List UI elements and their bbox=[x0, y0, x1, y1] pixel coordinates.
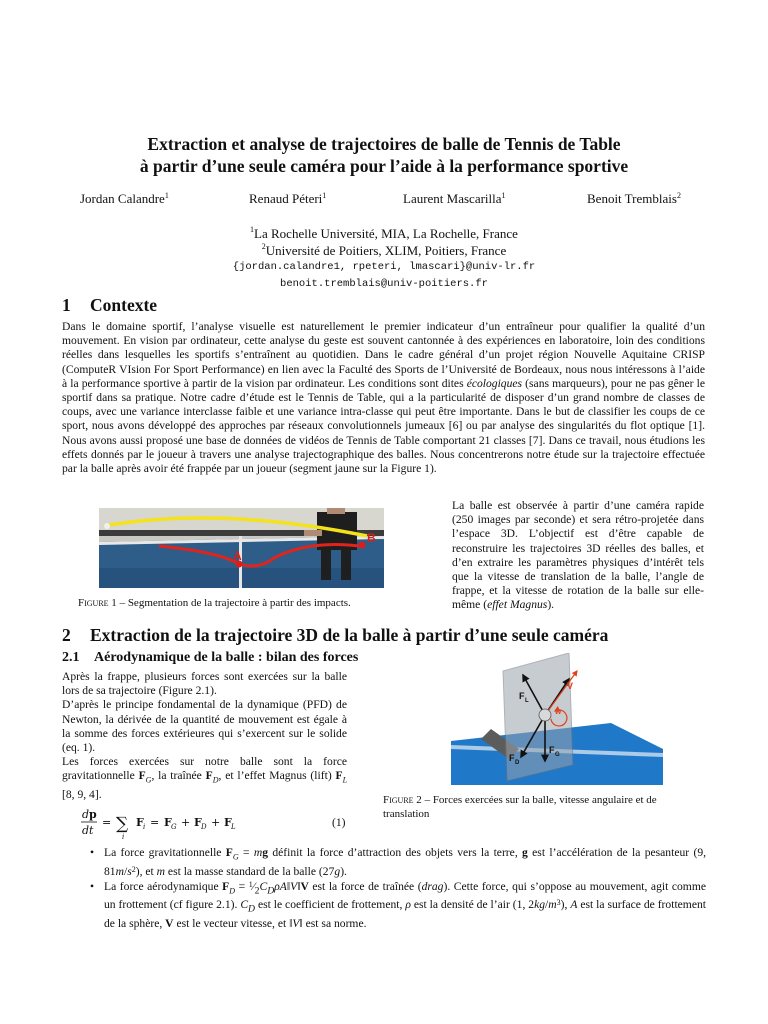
affiliation-2: $^2$Université de Poitiers, XLIM, Poitiers, France bbox=[261, 242, 507, 258]
svg-text:w: w bbox=[555, 707, 562, 716]
email-line-1[interactable]: {jordan.calandre1, rpeteri, lmascari}@univ-lr.fr bbox=[232, 261, 536, 273]
affiliations bbox=[0, 225, 768, 293]
section-1-paragraph-2: La balle est observée à partir d’une caméra rapide (250 images par seconde) et sera rétro-projetée dans l’espace 3D. L’objectif est d’être capable de reconstruire les trajectoires 3D réelles des balles, et d’en extraire les paramètres physiques d’intérêt tels que la vitesse de translation de la balle, l’angle de frappe, et la vitesse de rotation de la balle sur elle-même (effet Magnus). bbox=[452, 499, 704, 612]
title-line-2: à partir d’une seule caméra pour l’aide à la performance sportive bbox=[139, 156, 629, 176]
table-tennis-photo bbox=[99, 508, 384, 588]
svg-text:F: F bbox=[509, 753, 515, 763]
svg-text:F: F bbox=[549, 745, 555, 755]
paragraph-forces-list: Les forces exercées sur notre balle sont la force gravitationnelle $F_G$, la traînée $F_D$, et l’effet Magnus (lift) $F_L$ [8, 9, 4]. bbox=[62, 755, 348, 801]
subsection-2-1-text bbox=[62, 670, 347, 802]
svg-text:F: F bbox=[164, 816, 172, 829]
section-2-heading: 2 Extraction de la trajectoire 3D de la balle à partir d’une seule caméra bbox=[62, 625, 609, 645]
svg-text:G: G bbox=[555, 752, 560, 758]
svg-text:D: D bbox=[515, 760, 520, 766]
svg-text:p: p bbox=[89, 808, 97, 821]
author-4: Benoit Tremblais$^2$ bbox=[587, 191, 681, 206]
svg-text:dt: dt bbox=[82, 824, 94, 837]
figure-1-image bbox=[99, 508, 384, 588]
svg-text:F: F bbox=[519, 691, 525, 701]
equation-1-number: (1) bbox=[332, 816, 346, 829]
section-1-paragraph: Dans le domaine sportif, l’analyse visuelle est naturellement le premier indicateur d’un entraîneur pour qualifier la qualité d’un mouvement. En vision par ordinateur, cette analyse du geste est souvent cantonnée à des expériences en laboratoire, loin des conditions réelles dans lesquelles les sportifs s’entraînent au quotidien. Dans le cadre général d’un projet région Nouvelle Aquitaine CRISP (ComputeR VIsion For Sport Performance) en lien avec la Faculté des Sports de l’Université de Bordeaux, nous nous intéressons à l’aide à la performance sportive à partir de la vision par ordinateur. Les conditions sont dites écologiques (sans marqueurs), pour ne pas gêner le sportif dans sa pratique. Notre cadre d’étude est le Tennis de Table, qui a la particularité de disposer d’un grand nombre de classes de coups, avec une variance interclasse faible et une variance intra-classe qui peut être importante. Dans le but de classifier les coups de ce sport, nous avons développé des approches par réseaux convolutionnels jumeaux [6] ou par analyse des singularités du flot optique [1]. Nous avons aussi proposé une base de données de vidéos de Tennis de Table comportant 21 classes [7]. Dans ce travail, nous étudions les effets donnés par le joueur à travers une analyse trajectographique des balles. Nous concentrerons notre étude sur la trajectoire effectuée par la balle après avoir été frappée par un joueur (segment jaune sur la Figure 1). bbox=[62, 320, 705, 476]
affiliation-1: $^1$La Rochelle Université, MIA, La Rochelle, France bbox=[250, 225, 518, 241]
figure-1-caption: Figure 1 – Segmentation de la trajectoire à partir des impacts. bbox=[78, 597, 351, 609]
email-line-2[interactable]: benoit.tremblais@univ-poitiers.fr bbox=[280, 278, 488, 290]
section-1-heading: 1 Contexte bbox=[62, 295, 158, 315]
subsection-2-1-heading: 2.1 Aérodynamique de la balle : bilan des forces bbox=[62, 650, 359, 665]
svg-text:F: F bbox=[224, 816, 232, 829]
svg-text:i: i bbox=[122, 833, 125, 840]
paper-title bbox=[0, 133, 768, 177]
equation-1 bbox=[80, 808, 350, 840]
svg-text:+: + bbox=[211, 816, 221, 829]
svg-text:∑: ∑ bbox=[116, 814, 129, 834]
svg-text:V: V bbox=[567, 681, 574, 691]
paragraph-forces-intro: Après la frappe, plusieurs forces sont exercées sur la balle lors de sa trajectoire (Figure 2.1). bbox=[62, 670, 347, 698]
author-list bbox=[0, 191, 768, 209]
svg-text:B: B bbox=[367, 531, 376, 545]
figure-2-image bbox=[451, 653, 663, 785]
author-2: Renaud Péteri$^1$ bbox=[249, 191, 327, 206]
svg-text:D: D bbox=[201, 823, 207, 831]
svg-text:=: = bbox=[102, 816, 112, 829]
author-1: Jordan Calandre$^1$ bbox=[80, 191, 169, 206]
svg-text:+: + bbox=[181, 816, 191, 829]
svg-text:=: = bbox=[150, 816, 160, 829]
svg-text:d: d bbox=[82, 808, 90, 821]
svg-text:i: i bbox=[143, 823, 146, 831]
equation-1-formula bbox=[80, 808, 350, 840]
title-line-1: Extraction et analyse de trajectoires de balle de Tennis de Table bbox=[147, 134, 621, 154]
list-item-drag: • La force aérodynamique $F_D$ = $^1⁄_2C_D\rho A‖V‖V$ est la force de traînée (drag). Cette force, qui s’oppose au mouvement, agit comme un frottement (cf figure 2.1). $C_D$ est le coefficient de frottement, ρ est la densité de l’air (1, $2kg/m^3$), A est la surface de frottement de la sphère, V est le vecteur vitesse, et ‖V‖ est sa norme. bbox=[90, 879, 706, 930]
svg-text:F: F bbox=[136, 816, 144, 829]
figure-2-caption: Figure 2 – Forces exercées sur la balle, vitesse angulaire et de translation bbox=[383, 794, 657, 820]
svg-text:L: L bbox=[525, 698, 529, 704]
author-3: Laurent Mascarilla$^1$ bbox=[403, 191, 506, 206]
paragraph-pfd: D’après le principe fondamental de la dynamique (PFD) de Newton, la dérivée de la quantité de mouvement est égale à la somme des forces extérieures qui s’exercent sur le solide (eq. 1). bbox=[62, 698, 347, 755]
svg-text:L: L bbox=[231, 823, 236, 831]
svg-text:F: F bbox=[194, 816, 202, 829]
list-item-gravity: • La force gravitationnelle $F_G$ = mg définit la force d’attraction des objets vers la terre, g est l’accélération de la pesanteur (9, $81m/s^2$), et m est la masse standard de la balle (27g). bbox=[90, 846, 707, 878]
force-definitions-list bbox=[90, 846, 707, 932]
forces-diagram bbox=[451, 653, 663, 785]
svg-text:A: A bbox=[233, 549, 242, 563]
svg-text:G: G bbox=[171, 823, 177, 831]
